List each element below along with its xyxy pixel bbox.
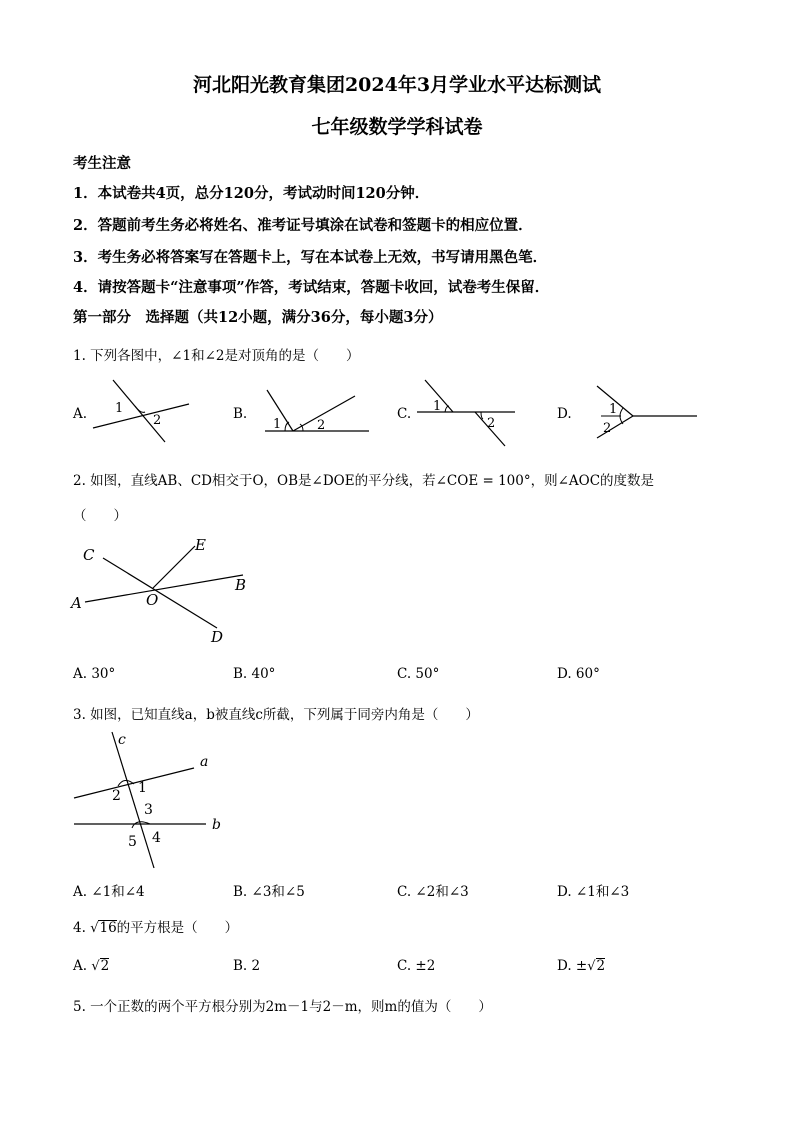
q3-option-a: A. ∠1和∠4: [73, 884, 145, 900]
q4-option-d-label: D. ±: [557, 958, 588, 974]
q4-option-b: B. 2: [233, 958, 261, 974]
q1-angle-2-label: 2: [487, 416, 496, 431]
q1-angle-1-label: 1: [433, 399, 442, 414]
q1-option-c: C.: [397, 406, 412, 422]
q4-option-a-radicand: 2: [100, 958, 110, 974]
q1-angle-2-label: 2: [603, 421, 612, 436]
question-4-stem: [73, 916, 238, 936]
q2-option-b: B. 40°: [233, 666, 276, 682]
q3-angle-2-label: 2: [112, 788, 121, 804]
notice-item: 1．本试卷共4页，总分120分，考试动时间120分钟．: [73, 185, 430, 202]
q4-option-d-radicand: 2: [596, 958, 606, 974]
sqrt-icon: √: [587, 959, 596, 974]
q1-angle-1-label: 1: [273, 417, 282, 432]
q2-label-e: E: [195, 536, 206, 554]
notice-item: 2．答题前考生务必将姓名、准考证号填涂在试卷和签题卡的相应位置．: [73, 217, 533, 234]
q1-option-a: A.: [73, 406, 88, 422]
q4-option-c: C. ±2: [397, 958, 436, 974]
q1-figure-d: [573, 380, 703, 442]
q2-label-c: C: [83, 546, 95, 564]
q1-angle-1-label: 1: [609, 402, 618, 417]
q4-option-a: [73, 958, 109, 974]
q2-figure: [65, 530, 265, 648]
question-2-stem: 2. 如图，直线AB、CD相交于O，OB是∠DOE的平分线，若∠COE = 100°，则∠AOC的度数是: [73, 473, 655, 489]
q4-radicand: 16: [99, 920, 117, 936]
exam-subtitle: 七年级数学学科试卷: [311, 116, 483, 138]
q1-figure-c: [415, 376, 525, 448]
q3-option-c: C. ∠2和∠3: [397, 884, 469, 900]
q2-option-d: D. 60°: [557, 666, 600, 682]
q2-label-b: B: [235, 576, 247, 594]
q4-stem-rest: 的平方根是（ ）: [116, 920, 239, 936]
sqrt-icon: √: [90, 921, 99, 936]
q1-angle-2-label: 2: [317, 418, 326, 433]
question-2-stem-cont: （ ）: [73, 508, 127, 524]
q2-option-a: A. 30°: [73, 666, 116, 682]
notice-item: 3．考生务必将答案写在答题卡上，写在本试卷上无效，书写请用黑色笔．: [73, 249, 548, 266]
sqrt-icon: √: [91, 959, 100, 974]
q1-option-b: B.: [233, 406, 248, 422]
notice-heading: 考生注意: [73, 155, 131, 172]
q3-angle-5-label: 5: [128, 834, 137, 850]
question-1-stem: 1. 下列各图中，∠1和∠2是对顶角的是（ ）: [73, 348, 360, 364]
q1-angle-1-label: 1: [115, 401, 124, 416]
q2-label-a: A: [71, 594, 82, 612]
question-3-stem: 3. 如图，已知直线a，b被直线c所截，下列属于同旁内角是（ ）: [73, 707, 479, 723]
q3-label-c: c: [118, 732, 126, 748]
exam-title: 河北阳光教育集团2024年3月学业水平达标测试: [192, 74, 602, 96]
q4-option-a-label: A.: [73, 958, 88, 974]
q1-option-d: D.: [557, 406, 572, 422]
q3-label-a: a: [200, 754, 209, 770]
q3-option-b: B. ∠3和∠5: [233, 884, 305, 900]
q2-option-c: C. 50°: [397, 666, 440, 682]
q4-number: 4.: [73, 920, 86, 936]
q3-option-d: D. ∠1和∠3: [557, 884, 630, 900]
q2-label-o: O: [146, 591, 159, 609]
q2-label-d: D: [211, 628, 224, 646]
notice-item: 4．请按答题卡“注意事项”作答，考试结束，答题卡收回，试卷考生保留．: [73, 279, 550, 296]
section-heading: 第一部分 选择题（共12小题，满分36分，每小题3分）: [73, 309, 443, 326]
q1-angle-2-label: 2: [153, 413, 162, 428]
q1-figure-b: [255, 386, 375, 438]
q3-angle-1-label: 1: [138, 780, 147, 796]
q3-angle-4-label: 4: [152, 830, 161, 846]
question-5-stem: 5. 一个正数的两个平方根分别为2m－1与2－m，则m的值为（ ）: [73, 999, 492, 1015]
q3-figure: [70, 728, 230, 872]
q3-angle-3-label: 3: [144, 802, 153, 818]
q1-figure-a: [85, 376, 195, 444]
q3-label-b: b: [212, 817, 221, 833]
q4-option-d: [557, 958, 605, 974]
